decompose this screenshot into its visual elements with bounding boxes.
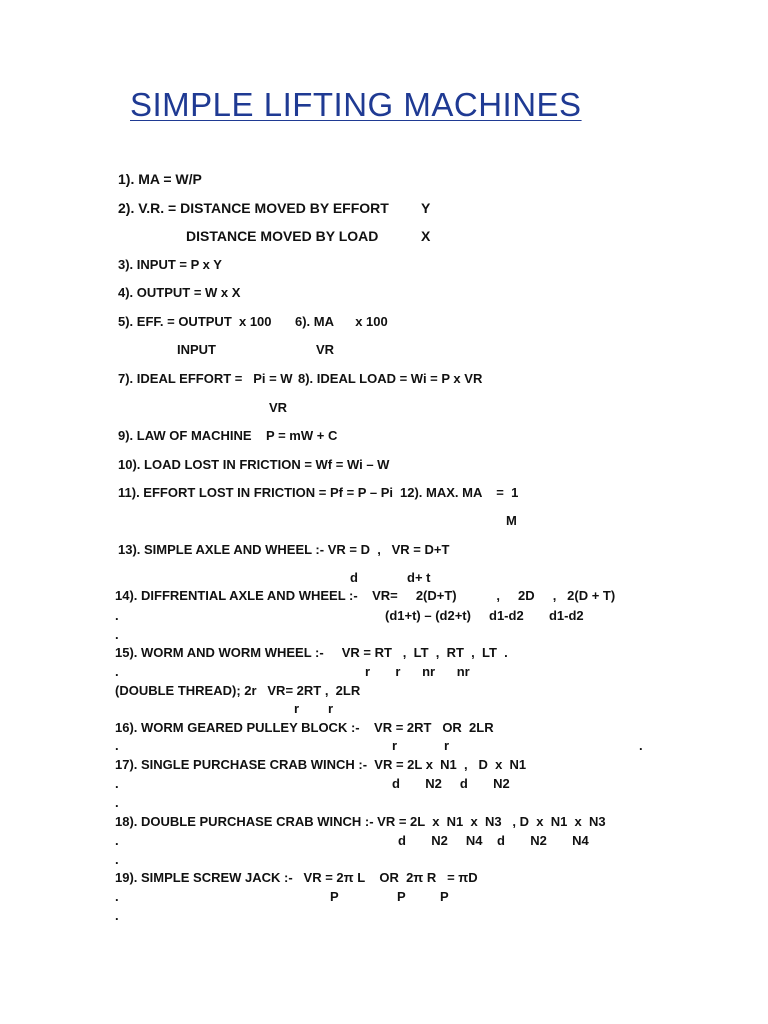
formula-text: 5). EFF. = OUTPUT x 100 (118, 314, 272, 329)
formula-text: 14). DIFFRENTIAL AXLE AND WHEEL :- VR= 2(D+T) , 2D , 2(D + T) (115, 588, 616, 603)
formula-text: . (115, 908, 119, 923)
formula-text: d N2 d N2 (392, 776, 510, 791)
formula-text: 3). INPUT = P x Y (118, 257, 222, 272)
formula-text: . (115, 627, 119, 642)
formula-text: d N2 N4 d N2 N4 (398, 833, 589, 848)
formula-text: . (115, 795, 119, 810)
formula-text: . (115, 833, 119, 848)
formula-text: . (639, 738, 643, 753)
formula-text: P (440, 889, 449, 904)
formula-text: 4). OUTPUT = W x X (118, 285, 241, 300)
formula-text: . (115, 608, 119, 623)
formula-text: 19). SIMPLE SCREW JACK :- VR = 2π L OR 2π R = πD (115, 870, 478, 885)
formula-text: r r (294, 701, 334, 716)
formula-text: M (506, 513, 517, 528)
formula-text: VR (269, 400, 288, 415)
formula-text: INPUT (177, 342, 216, 357)
formula-text: 12). MAX. MA = 1 (400, 485, 519, 500)
formula-text: 7). IDEAL EFFORT = Pi = W (118, 371, 293, 386)
page-title: SIMPLE LIFTING MACHINES (130, 86, 582, 123)
formula-text: 6). MA x 100 (295, 314, 388, 329)
formula-text: . (115, 664, 119, 679)
formula-text: 8). IDEAL LOAD = Wi = P x VR (298, 371, 483, 386)
formula-text: 2). V.R. = DISTANCE MOVED BY EFFORT (118, 200, 389, 216)
formula-text: (DOUBLE THREAD); 2r VR= 2RT , 2LR (115, 683, 361, 698)
formula-text: X (421, 228, 431, 244)
formula-text: . (115, 852, 119, 867)
formula-text: 18). DOUBLE PURCHASE CRAB WINCH :- VR = 2L x N1 x N3 , D x N1 x N3 (115, 814, 606, 829)
formula-text: . (115, 776, 119, 791)
formula-text: Y (421, 200, 431, 216)
formula-text: 16). WORM GEARED PULLEY BLOCK :- VR = 2RT OR 2LR (115, 720, 494, 735)
formula-text: . (115, 738, 119, 753)
formula-text: r r nr nr (365, 664, 470, 679)
formula-text: P (330, 889, 339, 904)
formula-text: r r (392, 738, 450, 753)
formula-text: (d1+t) – (d2+t) d1-d2 d1-d2 (385, 608, 584, 623)
formula-text: VR (316, 342, 335, 357)
formula-text: 10). LOAD LOST IN FRICTION = Wf = Wi – W (118, 457, 390, 472)
formula-text: d (350, 570, 358, 585)
formula-text: 1). MA = W/P (118, 171, 202, 187)
formula-text: d+ t (407, 570, 431, 585)
formula-text: 9). LAW OF MACHINE P = mW + C (118, 428, 338, 443)
formula-text: 13). SIMPLE AXLE AND WHEEL :- VR = D , VR = D+T (118, 542, 450, 557)
formula-text: 11). EFFORT LOST IN FRICTION = Pf = P – Pi (118, 485, 393, 500)
formula-text: DISTANCE MOVED BY LOAD (186, 228, 379, 244)
formula-text: 17). SINGLE PURCHASE CRAB WINCH :- VR = 2L x N1 , D x N1 (115, 757, 527, 772)
formula-text: P (397, 889, 406, 904)
formula-text: 15). WORM AND WORM WHEEL :- VR = RT , LT , RT , LT . (115, 645, 508, 660)
formula-text: . (115, 889, 119, 904)
